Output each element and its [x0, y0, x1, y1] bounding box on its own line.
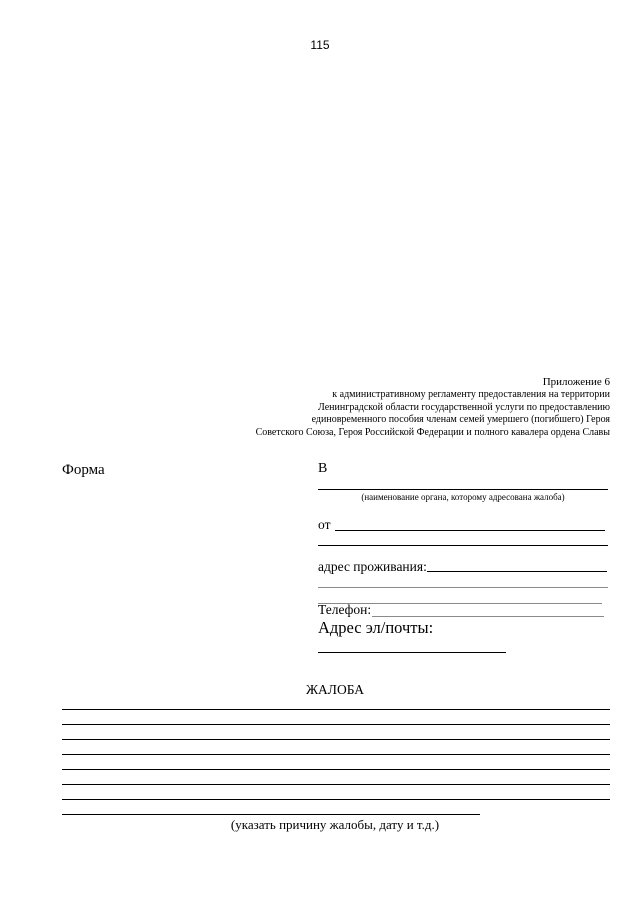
complaint-caption: (указать причину жалобы, дату и т.д.): [230, 817, 440, 832]
recipient-caption: (наименование органа, которому адресована жалоба): [361, 492, 565, 502]
recipient-line[interactable]: [318, 489, 608, 490]
appendix-title: Приложение 6: [542, 376, 610, 388]
complaint-line[interactable]: [62, 769, 610, 770]
complaint-line[interactable]: [62, 724, 610, 725]
complaint-line[interactable]: [62, 709, 610, 710]
appendix-line: к административному регламенту предоставления на территории: [332, 389, 610, 400]
page-number: 115: [310, 38, 330, 52]
email-line[interactable]: [318, 652, 506, 653]
appendix-header: [230, 376, 610, 439]
from-line-2[interactable]: [318, 545, 608, 546]
appendix-line: Советского Союза, Героя Российской Федерации и полного кавалера ордена Славы: [255, 426, 610, 438]
email-label: Адрес эл/почты:: [318, 618, 434, 637]
address-line[interactable]: [427, 571, 607, 572]
complaint-line[interactable]: [62, 814, 480, 815]
address-label: адрес проживания:: [318, 559, 427, 574]
appendix-line: Ленинградской области государственной услуги по предоставлению: [318, 401, 610, 413]
form-label: Форма: [62, 462, 105, 478]
complaint-line[interactable]: [62, 754, 610, 755]
from-label: от: [318, 517, 331, 532]
appendix-line: единовременного пособия членам семей умершего (погибшего) Героя: [311, 414, 610, 425]
phone-line[interactable]: [372, 616, 604, 617]
complaint-title: ЖАЛОБА: [305, 682, 365, 697]
address-line-2[interactable]: [318, 587, 608, 588]
complaint-line[interactable]: [62, 799, 610, 800]
recipient-label: В: [318, 461, 328, 476]
complaint-line[interactable]: [62, 739, 610, 740]
phone-label: Телефон:: [318, 602, 372, 617]
from-line[interactable]: [335, 530, 605, 531]
complaint-line[interactable]: [62, 784, 610, 785]
